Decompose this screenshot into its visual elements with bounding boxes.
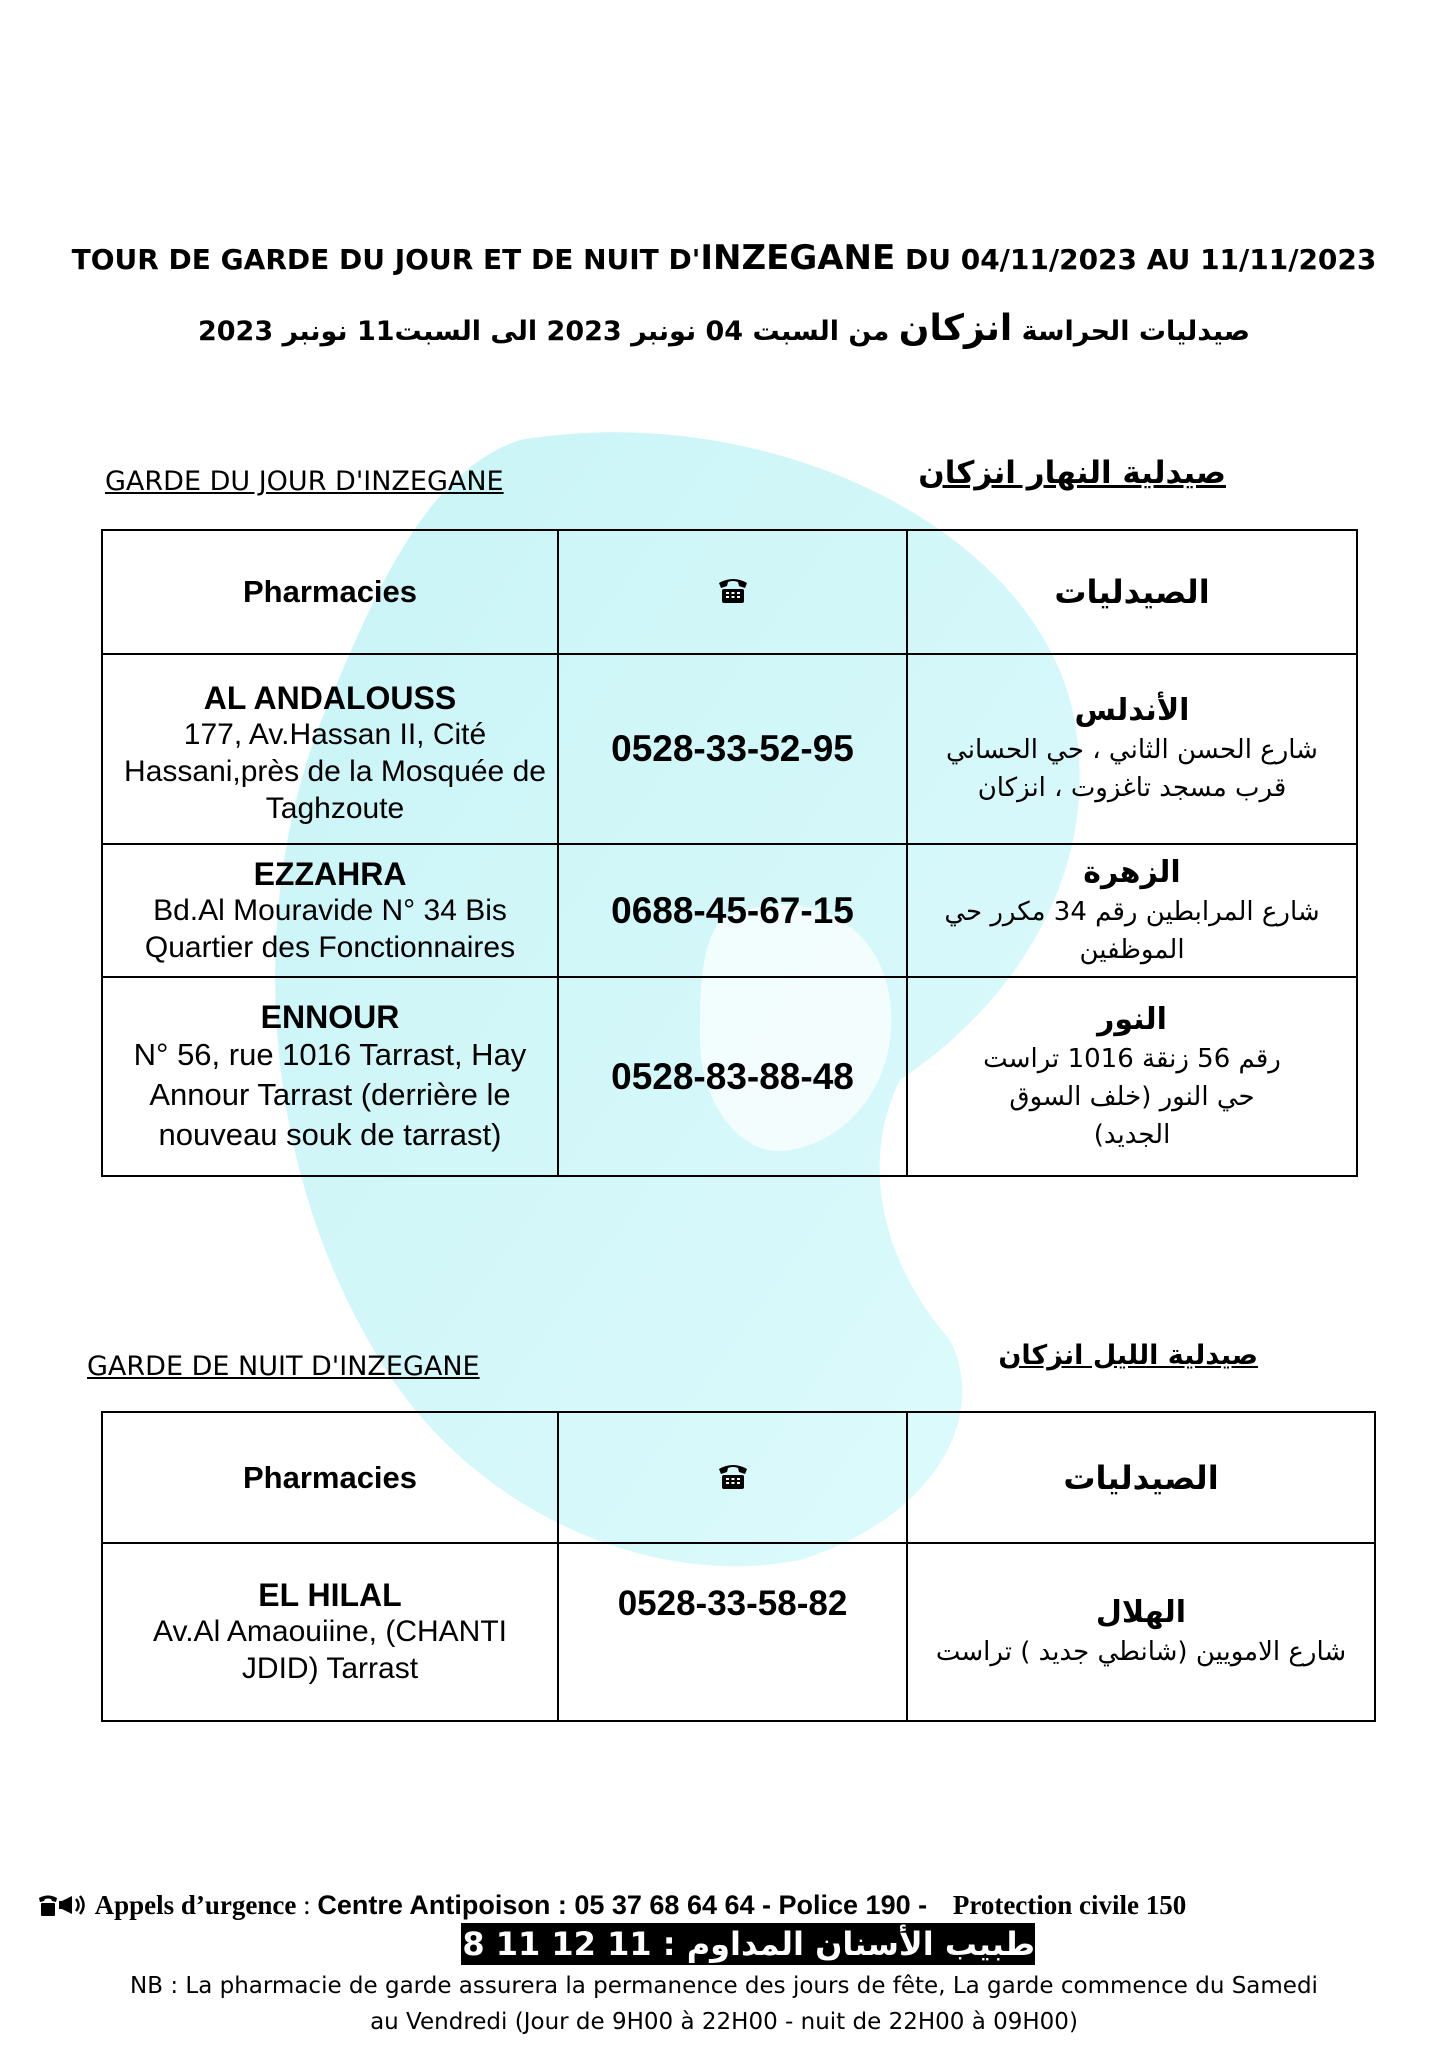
- pharmacy-phone: 0688-45-67-15: [611, 889, 854, 931]
- pharmacy-name-fr: EZZAHRA: [253, 855, 407, 892]
- urgence-label: Appels d’urgence: [94, 1890, 297, 1920]
- pharmacy-cell-fr: [102, 977, 558, 1176]
- pharmacy-address-ar: رقم 56 زنقة 1016 تراست حي النور (خلف السوق الجديد): [983, 1043, 1281, 1150]
- day-table: [101, 529, 1358, 1177]
- pharmacy-cell-ar: [907, 844, 1357, 977]
- pharmacy-cell-ar: [907, 654, 1357, 844]
- pharmacy-cell-ar: [907, 1543, 1375, 1721]
- pharmacy-name-ar: الزهرة: [1083, 854, 1181, 890]
- pharmacy-cell-ar: [907, 977, 1357, 1176]
- night-heading-fr: GARDE DE NUIT D'INZEGANE: [87, 1351, 480, 1382]
- table-row: [102, 1543, 1375, 1721]
- pharmacy-cell-fr: [102, 654, 558, 844]
- col-header-phone: [558, 1412, 907, 1543]
- pharmacy-phone: 0528-33-52-95: [611, 728, 854, 769]
- protection-civile: Protection civile 150: [952, 1890, 1187, 1920]
- pharmacy-address-ar: شارع الحسن الثاني ، حي الحساني قرب مسجد تاغزوت ، انزكان: [946, 735, 1318, 803]
- page-title-ar: صيدليات الحراسة انزكان من السبت 04 نونبر 2023 الى السبت11 نونبر 2023: [197, 308, 1250, 349]
- pharmacy-name-ar: الأندلس: [1074, 693, 1190, 728]
- col-header-phone: [558, 530, 907, 654]
- phone-cell: [558, 977, 907, 1176]
- col-header-saydaliyat: الصيدليات: [907, 1412, 1375, 1543]
- pharmacy-address-fr: 177, Av.Hassan II, Cité Hassani,près de la Mosquée de Taghzoute: [124, 717, 546, 825]
- day-heading-fr: GARDE DU JOUR D'INZEGANE: [105, 466, 504, 497]
- dentist-on-duty: طبيب الأسنان المداوم : 11 12 11 08 06: [384, 1925, 1035, 1963]
- footer-note: NB : La pharmacie de garde assurera la permanence des jours de fête, La garde commence du Samedi au Vendredi (Jour de 9H00 à 22H00 - nuit de 22H00 à 09H00): [130, 1973, 1318, 2035]
- pharmacy-address-fr: Av.Al Amaouiine, (CHANTI JDID) Tarrast: [152, 1615, 507, 1685]
- pharmacy-cell-fr: [102, 1543, 558, 1721]
- phone-megaphone-icon: [38, 1892, 86, 1918]
- table-row: [102, 977, 1357, 1176]
- table-header-row: [102, 1412, 1375, 1543]
- col-header-saydaliyat: الصيدليات: [907, 530, 1357, 654]
- phone-cell: [558, 654, 907, 844]
- table-row: [102, 654, 1357, 844]
- pharmacy-address-fr: N° 56, rue 1016 Tarrast, Hay Annour Tarrast (derrière le nouveau souk de tarrast): [133, 1036, 527, 1152]
- col-header-pharmacies: Pharmacies: [102, 530, 558, 654]
- pharmacy-name-ar: النور: [1097, 1001, 1167, 1037]
- pharmacy-phone: 0528-33-58-82: [617, 1584, 848, 1623]
- pharmacy-name-ar: الهلال: [1095, 1595, 1187, 1630]
- emergency-line: Appels d’urgence : Centre Antipoison : 05 37 68 64 64 - Police 190 - Protection civile 150: [38, 1890, 1186, 1921]
- pharmacy-phone: 0528-83-88-48: [611, 1055, 854, 1097]
- pharmacy-address-ar: شارع المرابطين رقم 34 مكرر حي الموظفين: [944, 896, 1320, 965]
- table-row: [102, 844, 1357, 977]
- night-heading-ar: صيدلية الليل انزكان: [998, 1340, 1258, 1371]
- pharmacy-name-fr: AL ANDALOUSS: [203, 679, 457, 716]
- table-header-row: [102, 530, 1357, 654]
- pharmacy-address-fr: Bd.Al Mouravide N° 34 Bis Quartier des Fonctionnaires: [144, 893, 516, 964]
- phone-cell: [558, 844, 907, 977]
- pharmacy-cell-fr: [102, 844, 558, 977]
- telephone-icon: [716, 573, 750, 607]
- phone-cell: [558, 1543, 907, 1721]
- pharmacy-name-fr: EL HILAL: [258, 1577, 402, 1613]
- pharmacy-address-ar: شارع الامويين (شانطي جديد ) تراست: [935, 1637, 1347, 1667]
- antipoison-police: Centre Antipoison : 05 37 68 64 64 - Police 190 -: [317, 1890, 928, 1920]
- page-title-fr: TOUR DE GARDE DU JOUR ET DE NUIT D'INZEGANE DU 04/11/2023 AU 11/11/2023: [71, 238, 1377, 278]
- telephone-icon: [716, 1459, 750, 1493]
- title-city-fr: INZEGANE: [700, 238, 896, 278]
- title-city-ar: انزكان: [898, 308, 1013, 349]
- col-header-pharmacies: Pharmacies: [102, 1412, 558, 1543]
- night-table: [101, 1411, 1376, 1722]
- day-heading-ar: صيدلية النهار انزكان: [918, 455, 1226, 491]
- pharmacy-name-fr: ENNOUR: [260, 998, 400, 1035]
